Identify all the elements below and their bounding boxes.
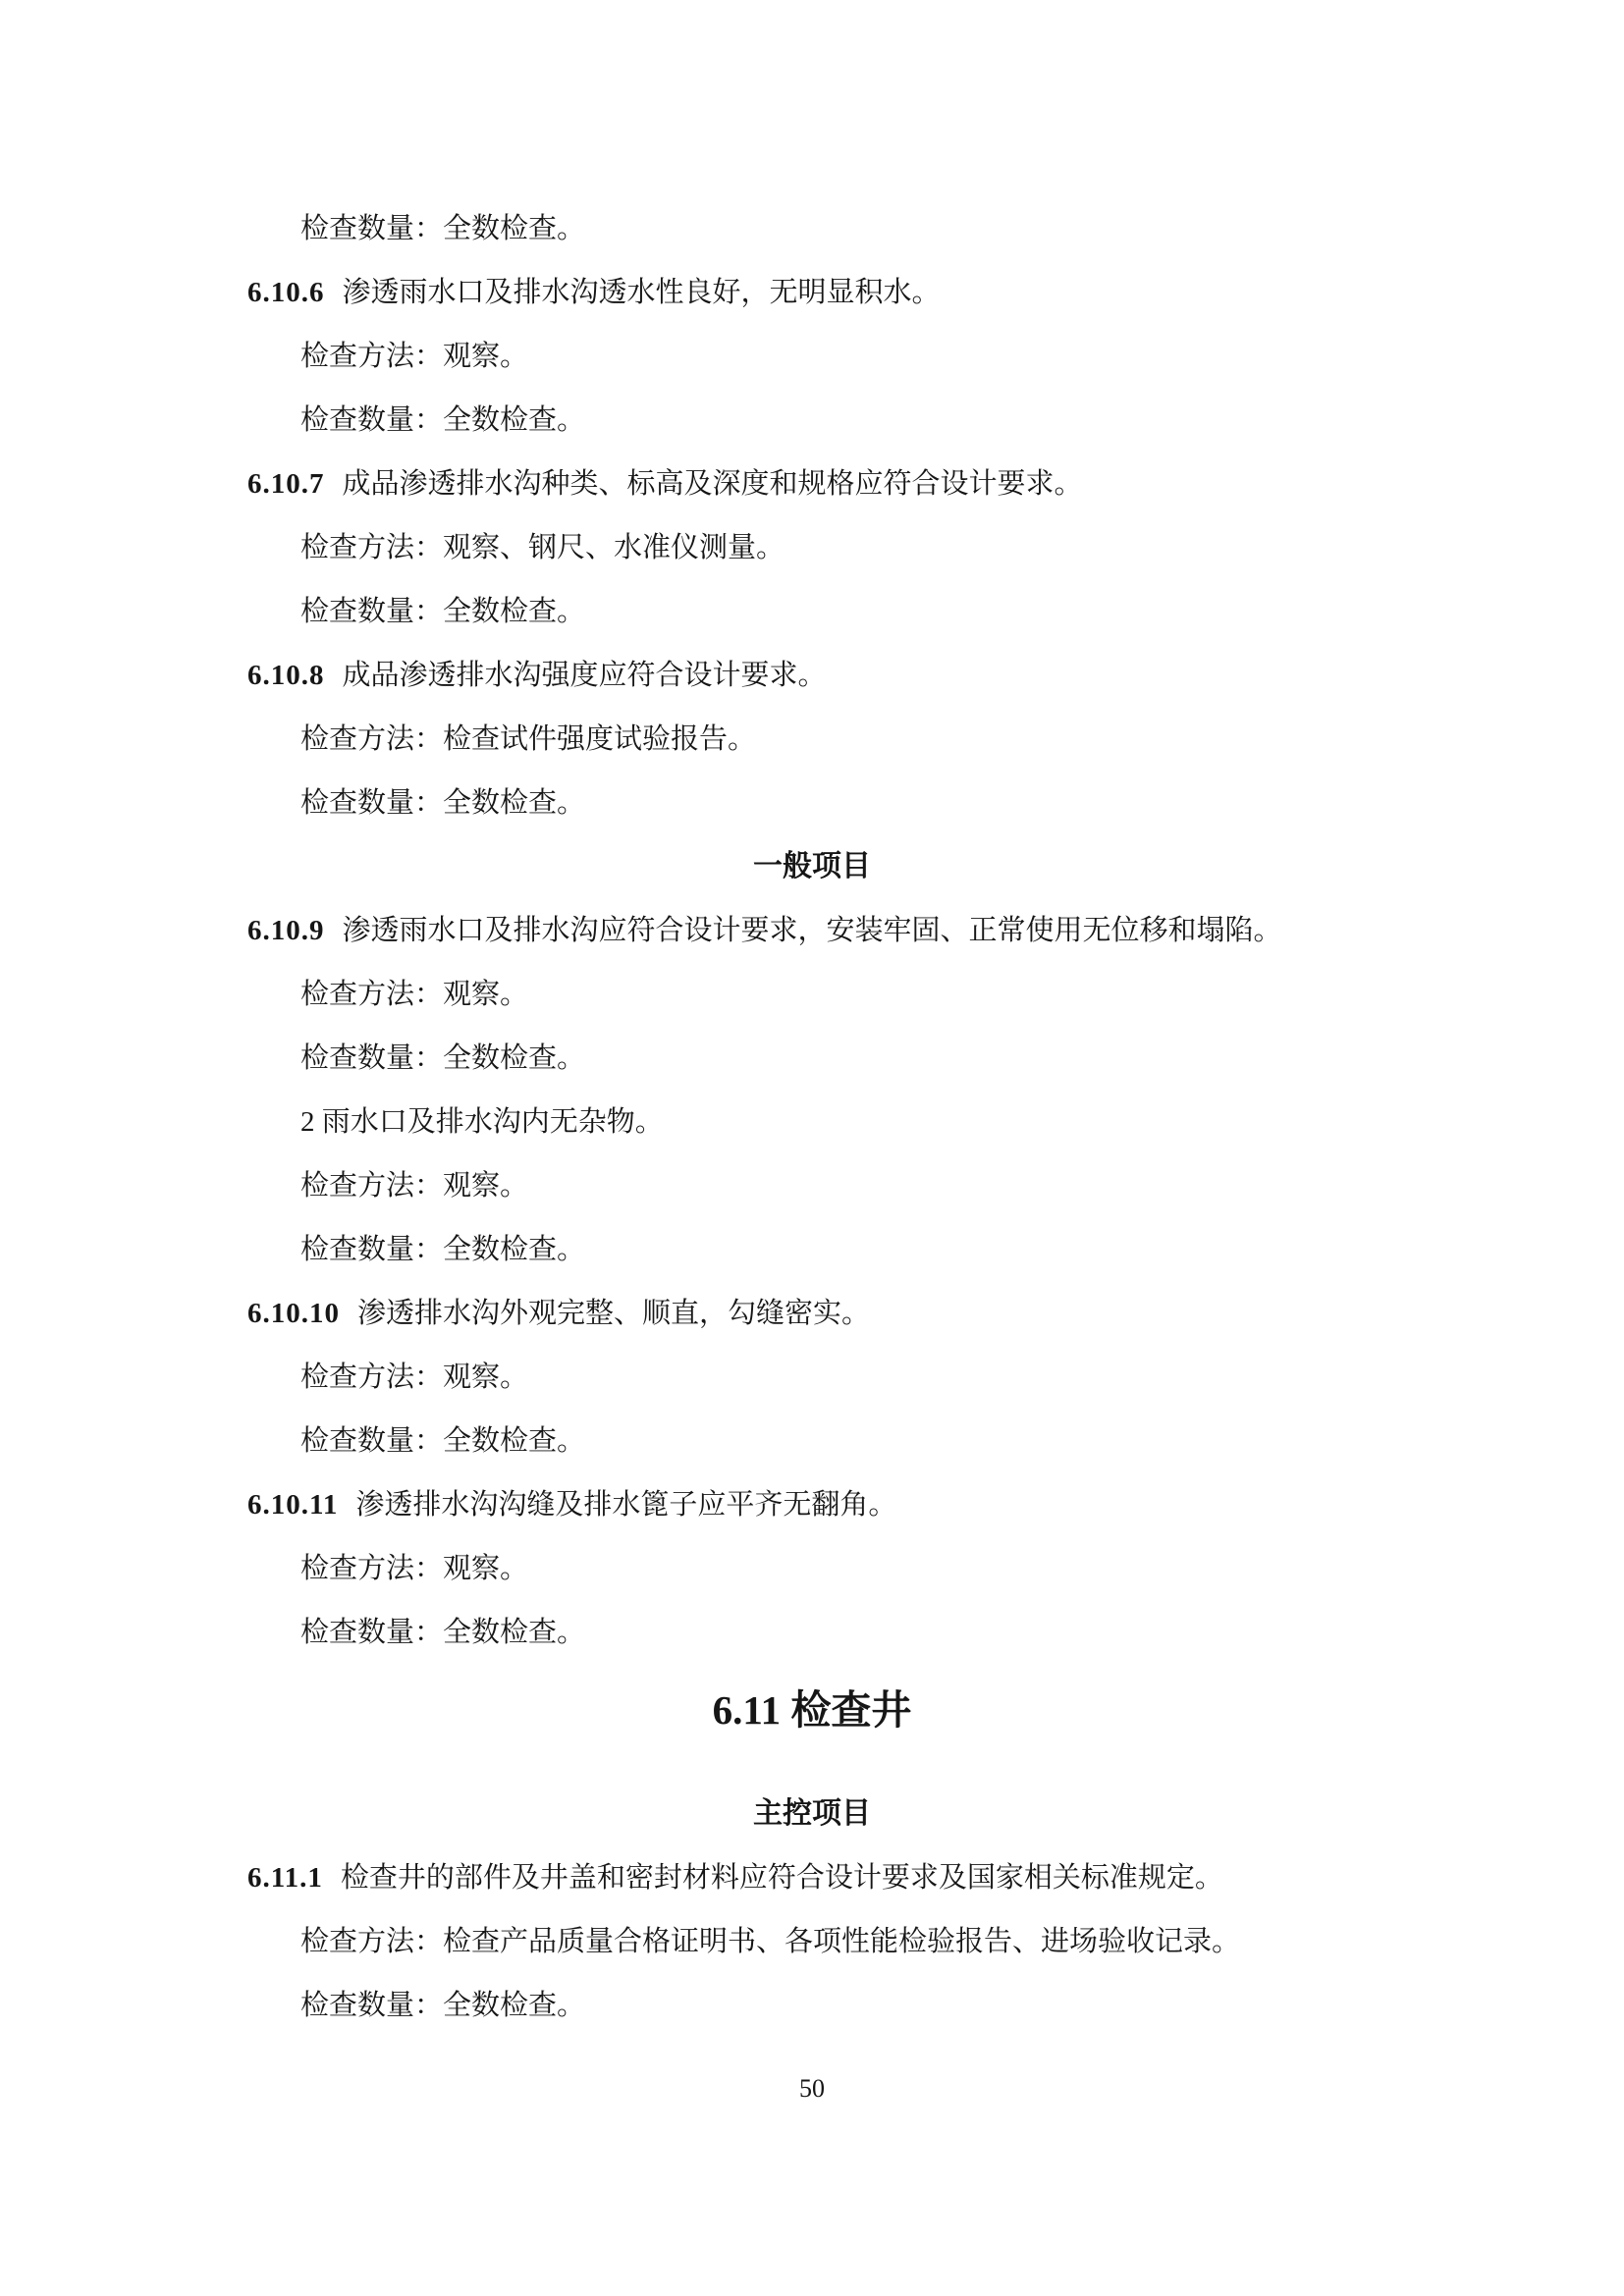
- check-quantity-line: 检查数量：全数检查。: [300, 1617, 586, 1648]
- check-quantity-line: 检查数量：全数检查。: [300, 596, 586, 627]
- check-method-line: 检查方法：观察。: [300, 1362, 529, 1393]
- clause-number: 6.10.6: [247, 277, 325, 308]
- clause-6-11-1: [0, 1863, 1624, 1893]
- subsection-heading-general-items: 一般项目: [753, 850, 871, 882]
- section-heading-6-11: 6.11 检查井: [712, 1687, 912, 1733]
- clause-6-10-11: [0, 1490, 1624, 1520]
- check-method-line: 检查方法：观察。: [300, 979, 529, 1010]
- sub-item-2: 2 雨水口及排水沟内无杂物。: [300, 1106, 664, 1138]
- clause-text: 检查井的部件及井盖和密封材料应符合设计要求及国家相关标准规定。: [340, 1862, 1223, 1894]
- check-method-line: 检查方法：检查产品质量合格证明书、各项性能检验报告、进场验收记录。: [300, 1926, 1241, 1957]
- check-quantity-line: 检查数量：全数检查。: [300, 1990, 586, 2021]
- check-quantity-line: 检查数量：全数检查。: [300, 1425, 586, 1457]
- page-number: 50: [799, 2074, 825, 2103]
- clause-text: 成品渗透排水沟强度应符合设计要求。: [342, 660, 827, 691]
- clause-text: 渗透排水沟沟缝及排水篦子应平齐无翻角。: [355, 1489, 897, 1521]
- clause-number: 6.10.8: [247, 660, 325, 691]
- clause-text: 成品渗透排水沟种类、标高及深度和规格应符合设计要求。: [342, 468, 1083, 500]
- clause-number: 6.10.10: [247, 1298, 340, 1329]
- clause-6-10-6: [0, 278, 1624, 307]
- clause-number: 6.10.7: [247, 468, 325, 500]
- check-quantity-line: 检查数量：全数检查。: [300, 404, 586, 436]
- clause-text: 渗透排水沟外观完整、顺直，勾缝密实。: [357, 1298, 871, 1329]
- clause-text: 渗透雨水口及排水沟应符合设计要求，安装牢固、正常使用无位移和塌陷。: [342, 915, 1282, 946]
- clause-6-10-9: [0, 916, 1624, 945]
- clause-number: 6.10.9: [247, 915, 325, 946]
- check-method-line: 检查方法：检查试件强度试验报告。: [300, 723, 757, 755]
- clause-number: 6.10.11: [247, 1489, 339, 1521]
- check-quantity-line: 检查数量：全数检查。: [300, 787, 586, 819]
- check-quantity-line: 检查数量：全数检查。: [300, 1234, 586, 1265]
- clause-number: 6.11.1: [247, 1862, 323, 1894]
- check-quantity-line: 检查数量：全数检查。: [300, 213, 586, 244]
- clause-6-10-7: [0, 469, 1624, 499]
- check-method-line: 检查方法：观察。: [300, 341, 529, 372]
- check-quantity-line: 检查数量：全数检查。: [300, 1042, 586, 1074]
- document-body: [0, 214, 1624, 2055]
- clause-6-10-8: [0, 661, 1624, 690]
- clause-text: 渗透雨水口及排水沟透水性良好，无明显积水。: [342, 277, 941, 308]
- clause-6-10-10: [0, 1299, 1624, 1328]
- check-method-line: 检查方法：观察。: [300, 1553, 529, 1584]
- subsection-heading-main-control-items: 主控项目: [753, 1797, 871, 1830]
- check-method-line: 检查方法：观察。: [300, 1170, 529, 1201]
- check-method-line: 检查方法：观察、钢尺、水准仪测量。: [300, 532, 785, 563]
